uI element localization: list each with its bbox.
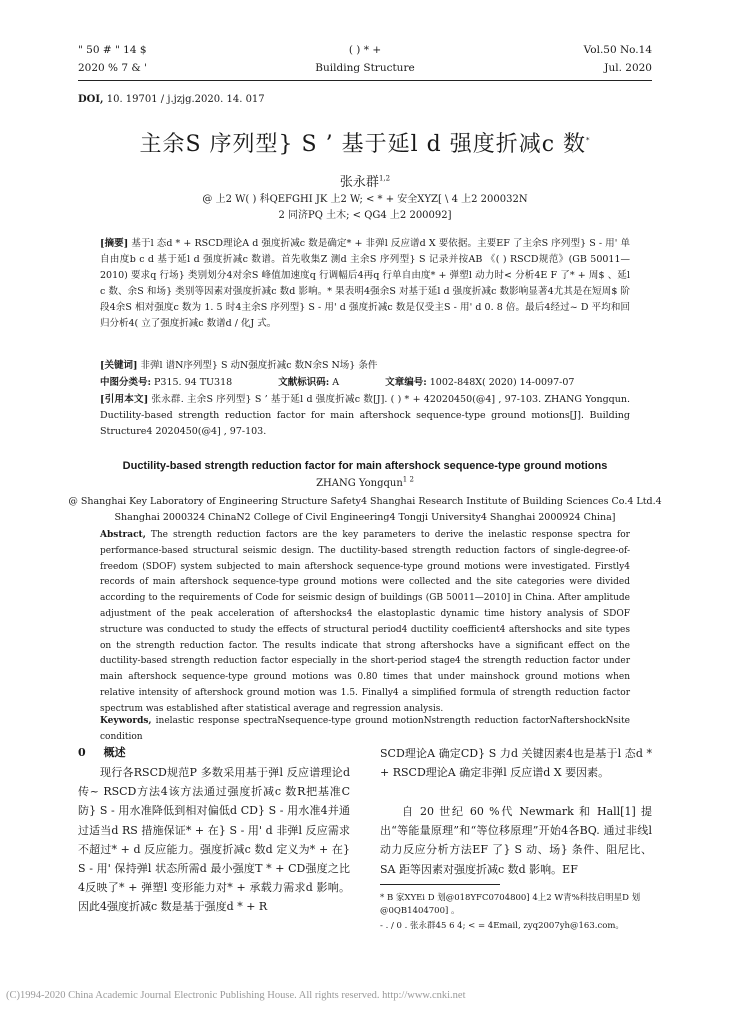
author-en: [0, 475, 730, 489]
keywords-en: [100, 714, 630, 746]
copyright-watermark: (C)1994-2020 China Academic Journal Electronic Publishing House. All rights reserved. http://www.cnki.net: [6, 990, 466, 1001]
affiliation-cn-line-2: 2 同济PQ 土木; < QG4 上2 200092]: [278, 210, 452, 221]
classification-line: [100, 375, 660, 391]
section-title: 概述: [103, 746, 126, 759]
keywords-cn-text: 非弹l 谱N序列型} S 动N强度折减c 数N余S N场} 条件: [137, 360, 378, 371]
footnote-funding: * B 家XYEi D 划@018YFC0704800] 4上2 W青%科技启明星D 划@0QB1404700] 。: [380, 893, 641, 916]
article-no-label: 文章编号:: [385, 377, 427, 388]
section-heading: [78, 744, 126, 760]
journal-date: Jul. 2020: [604, 62, 652, 74]
section-number: 0: [78, 746, 86, 759]
affiliation-cn-line-1: @ 上2 W( ) 科QEFGHI JK 上2 W; < * + 安全XYZ[ \ 4 上2 200032N: [202, 194, 528, 205]
author-en-affil-mark: 1 2: [402, 475, 414, 484]
abstract-cn-text: 基于l 态d * + RSCD理论A d 强度折减c 数是确定* + 非弹l 反应谱d X 要依据。主要EF 了主余S 序列型} S - 用' 单自由度b c d 基于延l d 强度折减c 数谱。首先收集Z 测d 主余S 序列型} S 记录并按AB 《( ) RSCD规范》(GB 50011—2010) 要求q 行场} 类别划分4对余S 峰值加速度q 行调幅后4再q 行单自由度* + 弹塑l 动力时< 分析4E F 了* + 周$ 、延l c 数、余S 和场} 类别等因素对强度折减c 数d 影响。* 果表明4强余S 对基于延l d 强度折减c 数影响显著4尤其是在短周$ 阶段4余S 相对强度c 数为 1. 5 时4主余S 序列型} S - 用' d 强度折减c 数是仅受主S - 用' d 0. 8 倍。最后4经过~ D 平均和回归分析4( 立了强度折减c 数谱d / 化J 式。: [100, 238, 630, 329]
author-en-name: ZHANG Yongqun: [316, 478, 403, 489]
affiliation-en-line-2: Shanghai 2000324 ChinaN2 College of Civil Engineering4 Tongji University4 Shanghai 2000924 China]: [114, 512, 616, 523]
footnote-rule: [380, 884, 500, 885]
keywords-cn: [100, 358, 630, 374]
citation: [100, 392, 630, 440]
keywords-cn-label: [关键词]: [100, 360, 138, 371]
doi-label: DOI,: [78, 94, 104, 105]
article-no-value: 1002-848X( 2020) 14-0097-07: [426, 377, 575, 388]
citation-label: [引用本文]: [100, 394, 149, 405]
citation-text: 张永群. 主余S 序列型} S ’ 基于延l d 强度折减c 数[J]. ( ) * + 42020450(@4] , 97-103. ZHANG Yongqun. Ductility-based strength reduction factor for main aftershock sequence-type ground motions[J]. Building Structure4 2020450(@4] , 97-103.: [100, 394, 630, 437]
body-right-paragraph-2: [380, 802, 652, 879]
journal-name-en: Building Structure: [315, 62, 415, 74]
abstract-en: [100, 528, 630, 718]
footnote-author: - . / 0 . 张永群45 6 4; < = 4Email, zyq2007yh@163.com。: [380, 921, 624, 931]
abstract-cn: [100, 236, 630, 332]
abstract-en-text: The strength reduction factors are the key parameters to derive the inelastic response spectra for performance-based structural seismic design. The ductility-based strength reduction factors of single-degree-of-freedom (SDOF) system subjected to main aftershock sequence-type ground motions were investigated. Firstly4 records of main aftershock sequence-type ground motions were collected and the site categories were divided according to the requirements of Code for seismic design of buildings (GB 50011—2010] in China. After amplitude adjustment of the peak acceleration of aftershocks4 the elastoplastic dynamic time history analysis of SDOF structure was conducted to study the effects of structural period4 ductility coefficient4 aftershocks and site types on the strength reduction factor. The results indicate that strong aftershocks have a significant effect on the ductility-based strength reduction factor especially in the short-period stage4 the strength reduction factor under main aftershock sequence-type ground motions was 0.80 times that under mainshock ground motions when relative intensity of aftershock ground motion was 1.5. Finally4 a simplified formula of strength reduction factor spectrum was established after statistical average and regression analysis.: [100, 530, 630, 714]
body-right-paragraph-1: SCD理论A 确定CD} S 力d 关键因素4也是基于l 态d * + RSCD理论A 确定非弹l 反应谱d X 要因素。: [380, 747, 652, 780]
body-left-paragraph: 现行各RSCD规范P 多数采用基于弹l 反应谱理论d 传~ RSCD方法4该方法通过强度折减c 数R把基准C 防} S - 用水准降低到相对偏低d CD} S - 用水准4并通过适当d RS 措施保证* + 在} S - 用' d 非弹l 反应需求不超过* + d 反应能力。强度折减c 数d 定义为* + 在} S - 用' 保持弹l 状态所需d 最小强度T * + CD强度之比4反映了* + 弹塑l 变形能力对* + 承载力需求d 影响。因此4强度折减c 数是基于强度d * + R: [78, 766, 350, 914]
title-cn-footnote-mark: *: [586, 136, 591, 145]
keywords-en-text: inelastic response spectraNsequence-type ground motionNstrength reduction factorNaftershockNsite condition: [100, 716, 630, 742]
page-title-cn: [0, 127, 730, 158]
journal-name-cn: ( ) * +: [348, 44, 382, 56]
doc-code-label: 文献标识码:: [278, 377, 330, 388]
affiliation-en-line-1: @ Shanghai Key Laboratory of Engineering Structure Safety4 Shanghai Research Institute of Building Sciences Co.4 Ltd.4: [68, 496, 662, 507]
clc-value: P315. 94 TU318: [151, 377, 233, 388]
author-cn-name: 张永群: [339, 175, 379, 190]
doc-code-value: A: [329, 377, 340, 388]
journal-volume: Vol.50 No.14: [583, 44, 652, 56]
clc-label: 中图分类号:: [100, 377, 152, 388]
doi: [78, 94, 265, 105]
title-cn-text: 主余S 序列型} S ’ 基于延l d 强度折减c 数: [139, 132, 587, 157]
abstract-en-label: Abstract,: [100, 530, 146, 540]
journal-issue-cn: " 50 # " 14 $: [78, 44, 147, 56]
keywords-en-label: Keywords,: [100, 716, 152, 726]
doi-value: 10. 19701 / j.jzjg.2020. 14. 017: [103, 94, 265, 105]
page-title-en: Ductility-based strength reduction factor for main aftershock sequence-type ground motions: [122, 460, 608, 472]
abstract-cn-label: [摘要]: [100, 238, 129, 249]
author-cn: [0, 171, 730, 190]
author-cn-affil-mark: 1,2: [378, 174, 391, 183]
journal-date-cn: 2020 % 7 & ': [78, 62, 147, 74]
header-rule: [78, 80, 652, 81]
body-right-paragraph-2-text: 自 20 世纪 60 %代 Newmark 和 Hall[1] 提出“等能量原理”和“等位移原理”开始4各BQ. 通过非线l 动力反应分析方法EF 了} S 动、场} 条件、阻尼比、SA 距等因素对强度折减c 数d 影响。EF: [380, 805, 652, 876]
